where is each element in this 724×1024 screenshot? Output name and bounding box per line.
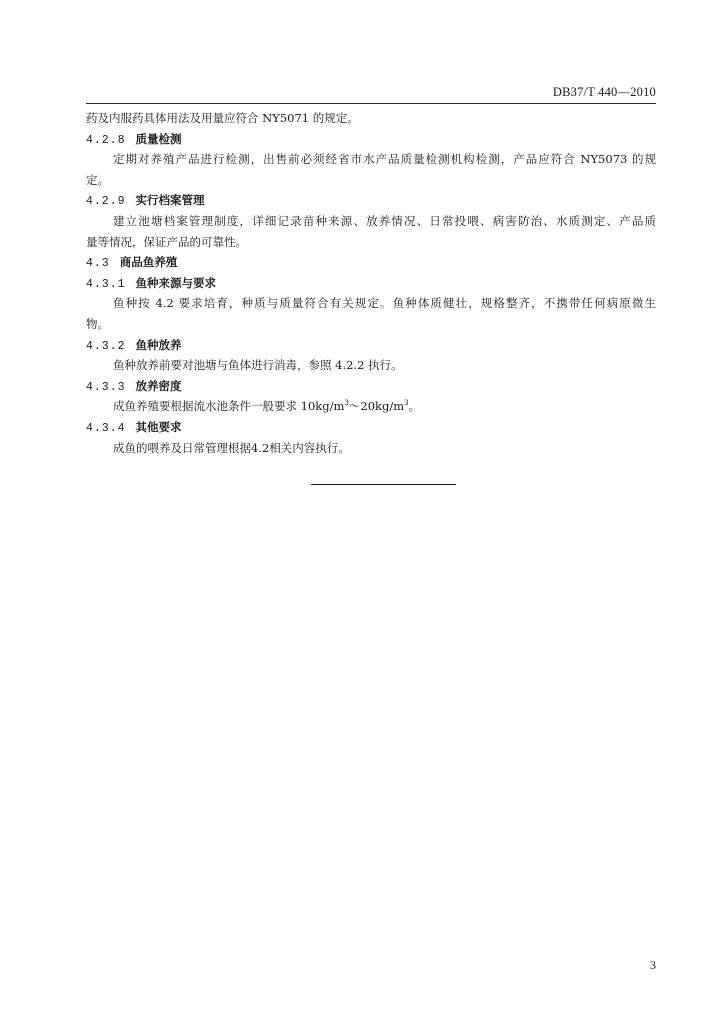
header-rule [86,103,656,104]
section-heading-4-2-9 [86,190,656,211]
section-number: 4.3 [86,257,110,271]
page-number: 3 [650,958,656,972]
section-title: 鱼种来源与要求 [135,275,217,290]
section-number: 4.3.1 [86,277,126,291]
paragraph-4-2-9-line-2: 量等情况，保证产品的可靠性。 [86,234,247,249]
section-title: 放养密度 [135,378,182,393]
section-title: 其他要求 [135,419,182,434]
section-title: 实行档案管理 [135,193,205,208]
cubic-superscript: 3 [404,399,409,408]
end-of-document-rule [311,484,456,485]
section-number: 4.2.9 [86,195,126,209]
section-title: 商品鱼养殖 [119,255,178,270]
paragraph-4-3-3 [86,396,656,417]
section-number: 4.3.2 [86,339,126,353]
section-heading-4-3-1 [86,273,656,294]
section-title: 质量检测 [135,131,182,146]
intro-paragraph: 药及内服药具体用法及用量应符合 NY5071 的规定。 [86,111,359,125]
paragraph-4-3-4: 成鱼的喂养及日常管理根据4.2相关内容执行。 [113,440,350,455]
section-number: 4.2.8 [86,133,126,147]
paragraph-4-3-2: 鱼种放养前要对池塘与鱼体进行消毒，参照 4.2.2 执行。 [113,358,403,373]
section-heading-4-3-3 [86,376,656,397]
cubic-superscript: 3 [344,399,349,408]
section-heading-4-2-8 [86,129,656,150]
paragraph-4-2-8-line-1: 定期对养殖产品进行检测，出售前必须经省市水产品质量检测机构检测，产品应符合 NY5073 的规 [113,152,656,167]
standard-code: DB37/T 440—2010 [552,85,656,99]
density-text-prefix: 成鱼养殖要根据流水池条件一般要求 10kg/m [113,399,345,414]
section-heading-4-3 [86,252,656,273]
paragraph-4-2-8-line-2: 定。 [86,172,109,187]
document-body [86,108,656,458]
section-number: 4.3.4 [86,421,126,435]
section-title: 鱼种放养 [135,337,182,352]
section-heading-4-3-2 [86,335,656,356]
paragraph-4-3-1-line-1: 鱼种按 4.2 要求培育，种质与质量符合有关规定。鱼种体质健壮，规格整齐，不携带任何病原微生 [113,296,656,311]
section-heading-4-3-4 [86,417,656,438]
density-text-suffix: 。 [408,399,421,414]
paragraph-4-2-9-line-1: 建立池塘档案管理制度，详细记录苗种来源、放养情况、日常投喂、病害防治、水质测定、产品质 [113,213,656,228]
section-number: 4.3.3 [86,380,126,394]
paragraph-4-3-1-line-2: 物。 [86,316,109,331]
density-text-middle: ～20kg/m [348,399,405,414]
